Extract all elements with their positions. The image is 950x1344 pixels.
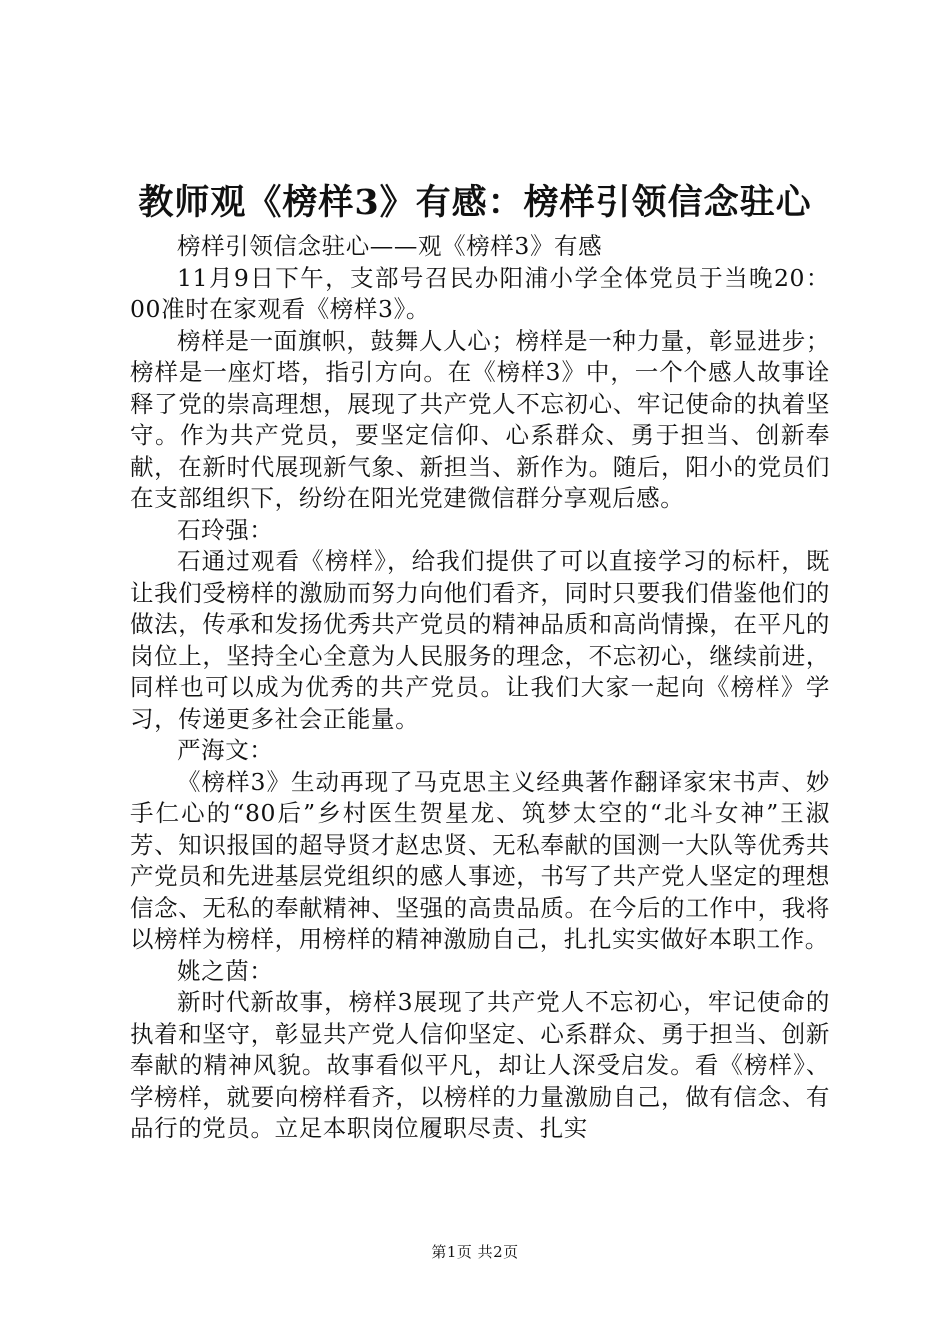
author-label-yao: 姚之茵： xyxy=(177,956,274,985)
document-title: 教师观《榜样3》有感：榜样引领信念驻心 xyxy=(138,182,812,223)
comment-paragraph-shi: 石通过观看《榜样》，给我们提供了可以直接学习的标杆，既让我们受榜样的激励而努力向他们看齐，同时只要我们借鉴他们的做法，传承和发扬优秀共产党员的精神品质和高尚情操，在平凡的岗位上，坚持全心全意为人民服务的理念，不忘初心，继续前进，同样也可以成为优秀的共产党员。让我们大家一起向《榜样》学习，传递更多社会正能量。 xyxy=(130,547,830,733)
comment-paragraph-yan: 《榜样3》生动再现了马克思主义经典著作翻译家宋书声、妙手仁心的“80后”乡村医生贺星龙、筑梦太空的“北斗女神”王淑芳、知识报国的超导贤才赵忠贤、无私奉献的国测一大队等优秀共产党员和先进基层党组织的感人事迹，书写了共产党人坚定的理想信念、无私的奉献精神、坚强的高贵品质。在今后的工作中，我将以榜样为榜样，用榜样的精神激励自己，扎扎实实做好本职工作。 xyxy=(130,767,830,953)
intro-paragraph: 11月9日下午，支部号召民办阳浦小学全体党员于当晚20：00准时在家观看《榜样3》。 xyxy=(130,263,830,323)
document-body xyxy=(130,231,830,1145)
summary-paragraph: 榜样是一面旗帜，鼓舞人人心；榜样是一种力量，彰显进步；榜样是一座灯塔，指引方向。在《榜样3》中，一个个感人故事诠释了党的崇高理想，展现了共产党人不忘初心、牢记使命的执着坚守。作为共产党员，要坚定信仰、心系群众、勇于担当、创新奉献，在新时代展现新气象、新担当、新作为。随后，阳小的党员们在支部组织下，纷纷在阳光党建微信群分享观后感。 xyxy=(130,326,830,512)
author-label-shi: 石玲强： xyxy=(177,515,274,544)
comment-paragraph-yao: 新时代新故事，榜样3展现了共产党人不忘初心，牢记使命的执着和坚守，彰显共产党人信仰坚定、心系群众、勇于担当、创新奉献的精神风貌。故事看似平凡，却让人深受启发。看《榜样》、学榜样，就要向榜样看齐，以榜样的力量激励自己，做有信念、有品行的党员。立足本职岗位履职尽责、扎实 xyxy=(130,988,830,1142)
subtitle-paragraph: 榜样引领信念驻心——观《榜样3》有感 xyxy=(177,232,603,260)
author-label-yan: 严海文： xyxy=(177,736,274,764)
page-number-footer: 第1页 共2页 xyxy=(431,1243,519,1261)
